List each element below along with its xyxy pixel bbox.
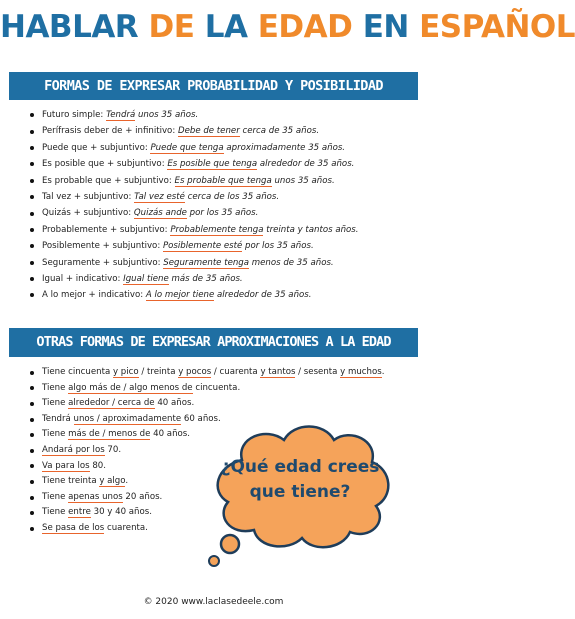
example-phrase: A lo mejor tiene (145, 290, 215, 301)
list-item (30, 396, 384, 412)
example-phrase: Puede que tenga (150, 142, 224, 153)
list-text: / treinta (138, 367, 179, 377)
section2-heading: OTRAS FORMAS DE EXPRESAR APROXIMACIONES A LA EDAD (9, 328, 418, 357)
example-phrase: Probablemente tenga (170, 224, 264, 235)
list-item (30, 189, 359, 205)
example-rest: aproximadamente 35 años. (223, 142, 346, 153)
structure-label: Posiblemente + subjuntivo: (42, 241, 163, 252)
structure-label: Quizás + subjuntivo: (42, 208, 134, 219)
example-rest: cerca de 35 años. (239, 126, 320, 137)
title-word: LA (204, 9, 248, 45)
list-text: 60 años. (181, 413, 221, 424)
list-item (30, 381, 384, 397)
structure-label: Seguramente + subjuntivo: (42, 257, 164, 268)
list-text: / sesenta (295, 367, 341, 377)
list-text: Tiene (42, 491, 69, 502)
list-item (30, 238, 359, 254)
underlined-phrase: más de / menos de (68, 429, 151, 440)
list-item (30, 271, 359, 287)
example-phrase: Es probable que tenga (174, 175, 272, 186)
list-text: 70. (104, 444, 122, 455)
title-word: HABLAR (0, 9, 139, 45)
example-rest: más de 35 años. (168, 273, 243, 284)
example-phrase: Tal vez esté (134, 191, 185, 202)
underlined-phrase: Va para los (42, 460, 90, 471)
list-text: Tiene (42, 382, 69, 393)
list-text: 40 años. (150, 429, 190, 440)
title-word: DE (148, 9, 195, 45)
underlined-phrase: alrededor / cerca de (68, 398, 155, 409)
example-rest: unos 35 años. (271, 175, 335, 186)
footer-copyright: © 2020 www.laclasedeele.com (143, 597, 284, 607)
structure-label: Igual + indicativo: (42, 273, 124, 284)
list-text: 40 años. (154, 398, 195, 409)
list-text: Tiene treinta (42, 476, 100, 487)
underlined-phrase: y algo (99, 476, 126, 487)
example-phrase: Tendrá (106, 110, 136, 120)
list-text: Tiene cincuenta (42, 367, 113, 377)
list-item (30, 255, 359, 271)
list-text: cuarenta. (104, 522, 148, 533)
underlined-phrase: apenas unos (68, 491, 123, 502)
list-text: . (125, 476, 129, 487)
list-text: 30 y 40 años. (90, 507, 152, 518)
list-item (30, 222, 359, 238)
example-rest: unos 35 años. (135, 110, 199, 120)
example-phrase: Debe de tener (177, 126, 240, 137)
underlined-phrase: y tantos (260, 367, 296, 377)
list-text: 20 años. (122, 491, 163, 502)
example-rest: menos de 35 años. (249, 257, 334, 268)
example-rest: por los 35 años. (186, 208, 259, 219)
example-rest: por los 35 años. (242, 241, 314, 252)
list-text: / cuarenta (211, 367, 261, 377)
section1-heading: FORMAS DE EXPRESAR PROBABILIDAD Y POSIBILIDAD (9, 72, 418, 100)
list-item (30, 123, 359, 139)
list-text: cincuenta. (192, 382, 241, 393)
underlined-phrase: Se pasa de los (42, 522, 105, 533)
title-word: EN (362, 9, 409, 45)
probability-list (30, 107, 359, 304)
title-word: ESPAÑOL (419, 9, 575, 45)
list-text: Tiene (42, 507, 69, 518)
structure-label: Tal vez + subjuntivo: (42, 191, 135, 202)
structure-label: Perífrasis deber de + infinitivo: (42, 126, 178, 137)
list-item (30, 365, 384, 381)
example-phrase: Quizás ande (133, 208, 187, 219)
list-text: 80. (89, 460, 106, 471)
example-phrase: Igual tiene (123, 273, 169, 284)
example-phrase: Posiblemente esté (162, 241, 243, 252)
list-item (30, 287, 359, 303)
underlined-phrase: entre (68, 507, 91, 518)
list-text: Tiene (42, 398, 69, 409)
underlined-phrase: unos / aproximadamente (73, 413, 182, 424)
list-text: Tiene (42, 429, 69, 440)
list-item (30, 140, 359, 156)
underlined-phrase: Andará por los (42, 444, 105, 455)
structure-label: Es posible que + subjuntivo: (42, 159, 168, 170)
title-word: EDAD (257, 9, 353, 45)
cloud-line: que tiene? (249, 482, 351, 502)
example-rest: treinta y tantos años. (263, 224, 359, 235)
example-phrase: Seguramente tenga (163, 257, 250, 268)
underlined-phrase: y pocos (178, 367, 212, 377)
underlined-phrase: y pico (112, 367, 139, 377)
example-rest: alrededor de 35 años. (257, 159, 355, 170)
cloud-line: ¿Qué edad crees (220, 457, 380, 477)
list-item (30, 205, 359, 221)
structure-label: Puede que + subjuntivo: (42, 142, 151, 153)
page-title (0, 4, 575, 50)
structure-label: Es probable que + subjuntivo: (42, 175, 175, 186)
example-phrase: Es posible que tenga (167, 159, 258, 170)
underlined-phrase: algo más de / algo menos de (68, 382, 193, 393)
structure-label: Futuro simple: (42, 110, 107, 120)
structure-label: Probablemente + subjuntivo: (42, 224, 171, 235)
underlined-phrase: y muchos (340, 367, 382, 377)
list-text: . (381, 367, 385, 377)
list-item (30, 156, 359, 172)
structure-label: A lo mejor + indicativo: (42, 290, 146, 301)
example-rest: alrededor de 35 años. (214, 290, 312, 301)
example-rest: cerca de los 35 años. (184, 191, 280, 202)
list-item (30, 107, 359, 123)
list-item (30, 173, 359, 189)
list-text: Tendrá (42, 413, 74, 424)
cloud-question (212, 455, 388, 505)
